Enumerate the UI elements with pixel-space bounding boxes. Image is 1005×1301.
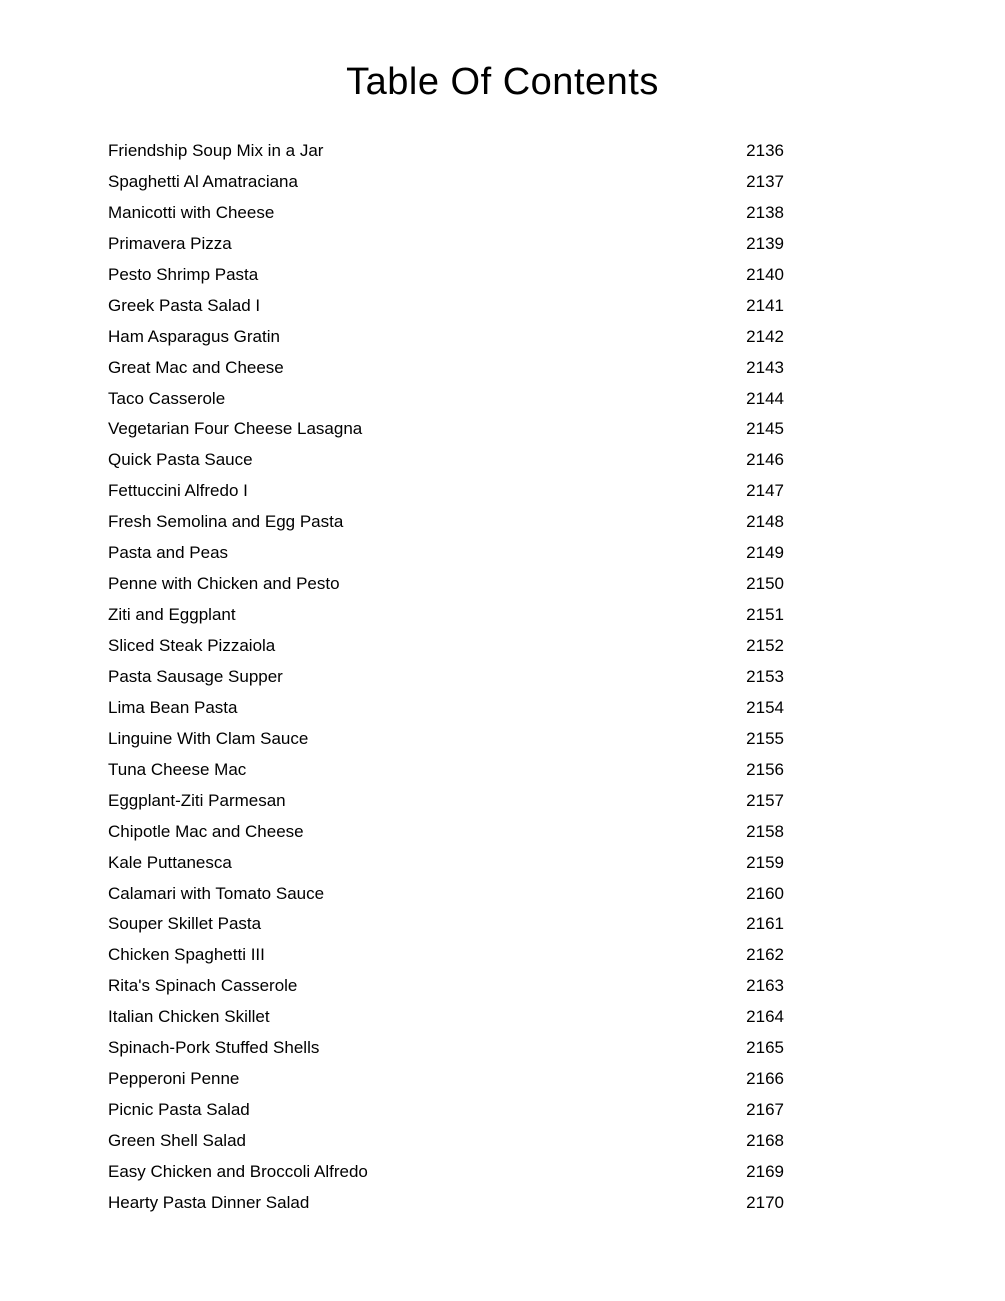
toc-entry-label: Eggplant-Ziti Parmesan [108, 790, 286, 810]
toc-entry [108, 971, 784, 1002]
page-title: Table Of Contents [346, 61, 659, 103]
toc-entry-page-number: 2168 [746, 1131, 784, 1150]
toc-entry-label: Linguine With Clam Sauce [108, 728, 309, 748]
toc-entry-page-number: 2170 [746, 1192, 784, 1212]
toc-entry [108, 384, 784, 415]
toc-entry-label: Spinach-Pork Stuffed Shells [108, 1038, 320, 1058]
toc-entry-page-number: 2143 [746, 357, 784, 377]
toc-entry-page-number: 2153 [746, 666, 784, 686]
toc-entry-page-number: 2137 [746, 171, 784, 191]
toc-entry-label: Pesto Shrimp Pasta [108, 264, 259, 284]
toc-entry [108, 167, 784, 198]
toc-entry-label: Easy Chicken and Broccoli Alfredo [108, 1161, 368, 1181]
toc-entry-label: Chicken Spaghetti III [108, 945, 265, 965]
toc-entry-page-number: 2145 [746, 419, 784, 439]
toc-entry-page-number: 2144 [746, 388, 784, 408]
toc-entry [108, 1126, 784, 1157]
toc-entry-page-number: 2163 [746, 976, 784, 996]
toc-list [108, 136, 784, 1219]
toc-entry [108, 198, 784, 229]
toc-entry-label: Taco Casserole [108, 388, 226, 408]
toc-entry-page-number: 2151 [746, 605, 784, 625]
toc-entry [108, 1033, 784, 1064]
toc-entry [108, 755, 784, 786]
toc-entry-page-number: 2139 [746, 233, 784, 253]
toc-entry [108, 724, 784, 755]
toc-entry-page-number: 2147 [746, 481, 784, 501]
toc-entry-label: Fresh Semolina and Egg Pasta [108, 512, 344, 532]
toc-entry-page-number: 2154 [746, 697, 784, 717]
toc-entry-page-number: 2165 [746, 1038, 784, 1058]
toc-entry [108, 322, 784, 353]
toc-entry [108, 291, 784, 322]
toc-entry-label: Tuna Cheese Mac [108, 759, 247, 779]
toc-entry-label: Souper Skillet Pasta [108, 914, 262, 934]
toc-entry [108, 693, 784, 724]
toc-entry-label: Fettuccini Alfredo I [108, 481, 248, 501]
toc-entry-label: Chipotle Mac and Cheese [108, 821, 304, 841]
toc-entry [108, 507, 784, 538]
toc-entry-page-number: 2146 [746, 450, 784, 470]
toc-entry-page-number: 2160 [746, 883, 784, 903]
toc-entry-page-number: 2150 [746, 574, 784, 594]
toc-entry-label: Ziti and Eggplant [108, 605, 236, 625]
toc-entry-label: Kale Puttanesca [108, 852, 232, 872]
toc-entry-page-number: 2167 [746, 1100, 784, 1120]
toc-entry-page-number: 2166 [746, 1069, 784, 1089]
toc-entry [108, 414, 784, 445]
toc-entry-page-number: 2155 [746, 728, 784, 748]
toc-entry-page-number: 2158 [746, 821, 784, 841]
toc-entry [108, 229, 784, 260]
toc-entry-page-number: 2159 [746, 852, 784, 872]
toc-entry-page-number: 2148 [746, 512, 784, 532]
toc-entry-page-number: 2157 [746, 790, 784, 810]
toc-entry-label: Pasta Sausage Supper [108, 666, 283, 686]
toc-entry-label: Great Mac and Cheese [108, 357, 284, 377]
toc-entry-label: Calamari with Tomato Sauce [108, 883, 325, 903]
toc-entry [108, 569, 784, 600]
toc-entry-label: Hearty Pasta Dinner Salad [108, 1192, 310, 1212]
toc-entry-page-number: 2152 [746, 636, 784, 655]
toc-entry [108, 909, 784, 940]
toc-entry-page-number: 2140 [746, 264, 784, 284]
toc-entry [108, 879, 784, 910]
toc-entry-label: Quick Pasta Sauce [108, 450, 253, 470]
toc-entry-label: Spaghetti Al Amatraciana [108, 171, 298, 191]
toc-entry [108, 1157, 784, 1188]
toc-entry-page-number: 2161 [746, 914, 784, 934]
toc-entry-page-number: 2149 [746, 543, 784, 563]
toc-entry-page-number: 2162 [746, 945, 784, 965]
toc-entry-label: Pepperoni Penne [108, 1069, 240, 1089]
toc-entry-label: Greek Pasta Salad I [108, 295, 261, 315]
toc-entry-label: Friendship Soup Mix in a Jar [108, 141, 324, 160]
toc-entry-label: Manicotti with Cheese [108, 202, 275, 222]
toc-entry-label: Penne with Chicken and Pesto [108, 574, 340, 594]
toc-entry [108, 1064, 784, 1095]
toc-entry [108, 1095, 784, 1126]
toc-entry [108, 786, 784, 817]
toc-entry [108, 848, 784, 879]
toc-entry [108, 631, 784, 662]
toc-entry-page-number: 2141 [746, 295, 784, 315]
toc-entry-page-number: 2136 [746, 141, 784, 160]
toc-entry-label: Italian Chicken Skillet [108, 1007, 270, 1027]
toc-entry [108, 445, 784, 476]
toc-entry-page-number: 2156 [746, 759, 784, 779]
toc-entry-page-number: 2142 [746, 326, 784, 346]
toc-entry-label: Primavera Pizza [108, 233, 232, 253]
toc-entry-label: Picnic Pasta Salad [108, 1100, 250, 1120]
toc-entry [108, 600, 784, 631]
toc-entry [108, 817, 784, 848]
toc-entry-label: Pasta and Peas [108, 543, 229, 563]
toc-entry [108, 353, 784, 384]
toc-entry [108, 476, 784, 507]
toc-entry [108, 662, 784, 693]
toc-entry-label: Sliced Steak Pizzaiola [108, 636, 276, 655]
toc-entry-label: Lima Bean Pasta [108, 697, 238, 717]
toc-entry-page-number: 2164 [746, 1007, 784, 1027]
toc-entry-label: Ham Asparagus Gratin [108, 326, 280, 346]
toc-entry-label: Rita's Spinach Casserole [108, 976, 298, 996]
toc-entry-label: Vegetarian Four Cheese Lasagna [108, 419, 363, 439]
toc-entry [108, 538, 784, 569]
toc-entry [108, 260, 784, 291]
toc-entry-page-number: 2169 [746, 1161, 784, 1181]
toc-entry [108, 1002, 784, 1033]
toc-entry-page-number: 2138 [746, 202, 784, 222]
toc-entry [108, 940, 784, 971]
toc-entry [108, 1188, 784, 1219]
toc-entry-label: Green Shell Salad [108, 1131, 246, 1150]
toc-entry [108, 136, 784, 167]
